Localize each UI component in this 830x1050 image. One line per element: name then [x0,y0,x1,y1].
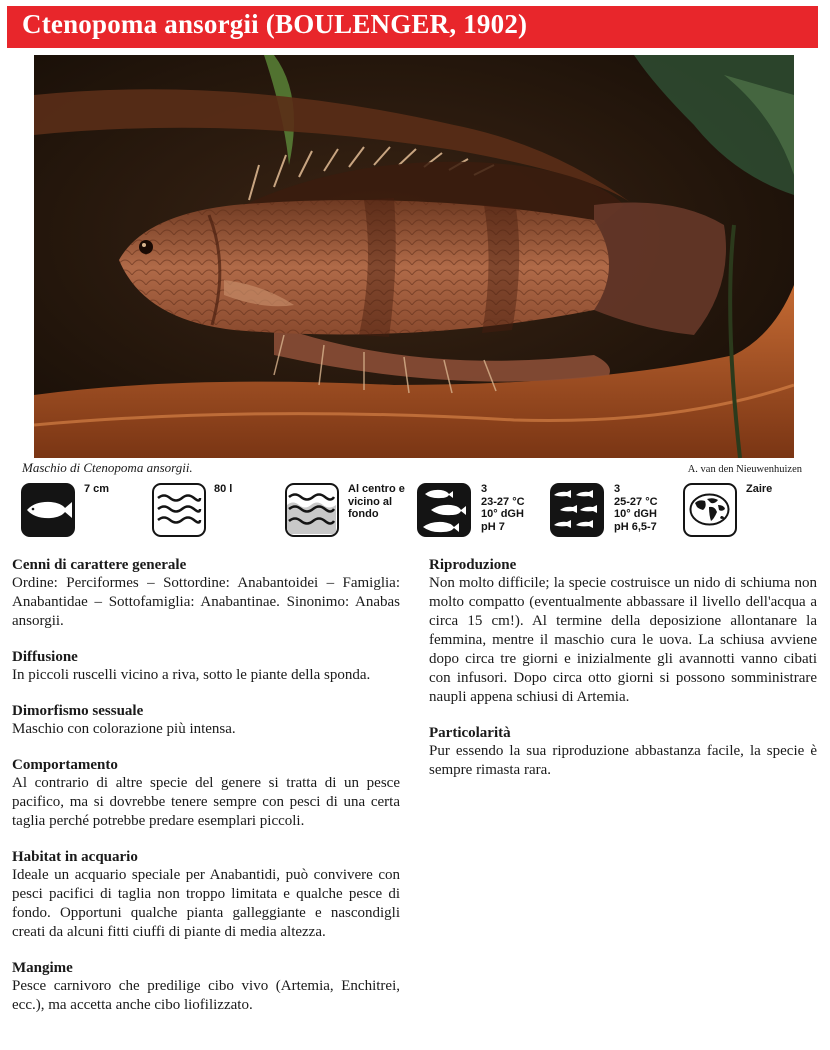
fish-size-label: 7 cm [84,483,110,495]
section-dimorphism [12,702,400,739]
section-heading: Comportamento [12,757,118,773]
title-bar [7,6,818,48]
water-conditions-label: 3 23-27 °C 10° dGH pH 7 [481,483,525,533]
section-heading: Riproduzione [429,557,517,573]
section-text: Pesce carnivoro che predilige cibo vivo (Artemia, Enchitrei, ecc.), ma accetta anche cibo liofilizzato. [12,978,400,1013]
section-habitat [12,848,400,942]
breeding-conditions-icon [550,483,604,537]
section-heading: Diffusione [12,649,78,665]
swimming-zone-label: Al centro e vicino al fondo [348,483,405,520]
section-heading: Mangime [12,960,73,976]
origin-label: Zaire [746,483,773,495]
photo-credit: A. van den Nieuwenhuizen [687,464,802,475]
photo-caption: Maschio di Ctenopoma ansorgii. [22,460,193,475]
section-text: Ideale un acquario speciale per Anabantidi, può convivere con pesci pacifici di taglia non troppo limitata e qualche pesce di fondo. Opportuni qualche pianta galleggiante e nascondigli creati da alcuni fitti ciuffi di piante di media altezza. [12,867,400,940]
section-heading: Cenni di carattere generale [12,557,187,573]
globe-icon [683,483,737,537]
section-food [12,959,400,1015]
section-behaviour [12,756,400,831]
fish-photo [34,55,794,458]
right-column [429,556,817,797]
section-text: In piccoli ruscelli vicino a riva, sotto le piante della sponda. [12,667,371,683]
section-text: Ordine: Perciformes – Sottordine: Anabantoidei – Famiglia: Anabantidae – Sottofamiglia: Anabantinae. Sinonimo: Anabas ansorgii. [12,575,400,629]
section-text: Al contrario di altre specie del genere si tratta di un pesce pacifico, ma si dovrebbe tenere sempre con pesci di una certa taglia perché potrebbe predare esemplari piccoli. [12,775,400,829]
section-general [12,556,400,631]
breeding-conditions-label: 3 25-27 °C 10° dGH pH 6,5-7 [614,483,658,533]
section-notes [429,724,817,780]
section-heading: Habitat in acquario [12,849,138,865]
section-heading: Dimorfismo sessuale [12,703,144,719]
swimming-zone-icon [285,483,339,537]
section-text: Maschio con colorazione più intensa. [12,721,236,737]
page-title: Ctenopoma ansorgii (BOULENGER, 1902) [22,9,528,39]
tank-volume-label: 80 l [214,483,233,495]
section-distribution [12,648,400,685]
left-column [12,556,400,1032]
section-text: Non molto difficile; la specie costruisce un nido di schiuma non molto compatto (eventualmente abbassare il livello dell'acqua a circa 15 cm!). Al termine della deposizione allontanare la femmina, mentre il maschio cura le uova. La schiusa avviene dopo circa tre giorni e inizialmente gli avannotti vanno cibati con infusori. Dopo circa otto giorni si possono somministrare naupli appena schiusi di Artemia. [429,575,817,705]
section-heading: Particolarità [429,725,511,741]
section-reproduction [429,556,817,707]
tank-volume-icon [152,483,206,537]
fish-size-icon [21,483,75,537]
section-text: Pur essendo la sua riproduzione abbastanza facile, la specie è sempre rimasta rara. [429,743,817,778]
water-conditions-icon [417,483,471,537]
